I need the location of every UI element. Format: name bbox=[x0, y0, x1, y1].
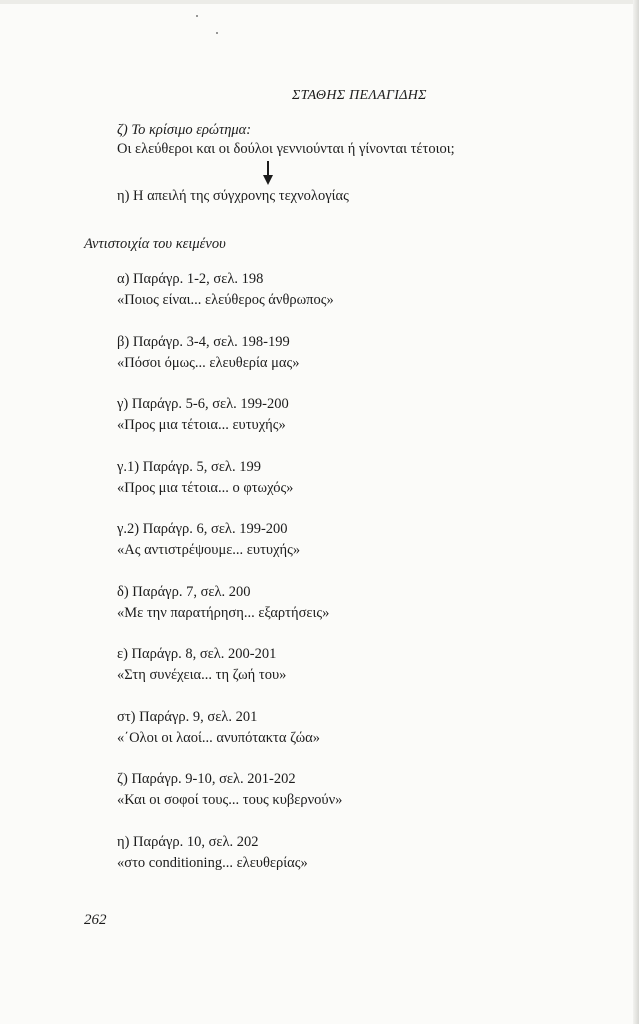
entry-quote: «Με την παρατήρηση... εξαρτήσεις» bbox=[117, 605, 330, 621]
scan-speck bbox=[196, 15, 198, 17]
entry-quote: «Ποιος είναι... ελεύθερος άνθρωπος» bbox=[117, 292, 334, 308]
item-z-label: ζ) Το κρίσιμο ερώτημα: bbox=[117, 122, 252, 138]
entry-reference: γ.1) Παράγρ. 5, σελ. 199 bbox=[117, 459, 261, 475]
entry-quote: «στο conditioning... ελευθερίας» bbox=[117, 855, 308, 871]
entry-reference: ζ) Παράγρ. 9-10, σελ. 201-202 bbox=[117, 771, 296, 787]
down-arrow-icon bbox=[263, 161, 273, 186]
scan-speck bbox=[216, 32, 218, 34]
entry-quote: «Προς μια τέτοια... ο φτωχός» bbox=[117, 480, 294, 496]
entry-quote: «΄Ολοι οι λαοί... ανυπότακτα ζώα» bbox=[117, 730, 320, 746]
entry-reference: δ) Παράγρ. 7, σελ. 200 bbox=[117, 584, 251, 600]
scan-top-edge bbox=[0, 0, 639, 4]
entry-reference: β) Παράγρ. 3-4, σελ. 198-199 bbox=[117, 334, 290, 350]
scan-right-edge bbox=[633, 0, 639, 1024]
entry-reference: γ.2) Παράγρ. 6, σελ. 199-200 bbox=[117, 521, 288, 537]
section-title: Αντιστοιχία του κειμένου bbox=[84, 236, 226, 252]
page-number: 262 bbox=[84, 912, 107, 928]
running-head: ΣΤΑΘΗΣ ΠΕΛΑΓΙΔΗΣ bbox=[292, 88, 427, 103]
entry-quote: «Προς μια τέτοια... ευτυχής» bbox=[117, 417, 286, 433]
entry-reference: στ) Παράγρ. 9, σελ. 201 bbox=[117, 709, 258, 725]
item-z-question: Οι ελεύθεροι και οι δούλοι γεννιούνται ή γίνονται τέτοιοι; bbox=[117, 141, 455, 157]
item-h-text: η) Η απειλή της σύγχρονης τεχνολογίας bbox=[117, 188, 349, 204]
item-z-heading bbox=[117, 122, 251, 139]
entry-reference: η) Παράγρ. 10, σελ. 202 bbox=[117, 834, 259, 850]
entry-quote: «Και οι σοφοί τους... τους κυβερνούν» bbox=[117, 792, 343, 808]
entry-reference: γ) Παράγρ. 5-6, σελ. 199-200 bbox=[117, 396, 289, 412]
entry-reference: ε) Παράγρ. 8, σελ. 200-201 bbox=[117, 646, 277, 662]
entry-quote: «Στη συνέχεια... τη ζωή του» bbox=[117, 667, 287, 683]
entry-reference: α) Παράγρ. 1-2, σελ. 198 bbox=[117, 271, 264, 287]
entry-quote: «Πόσοι όμως... ελευθερία μας» bbox=[117, 355, 300, 371]
entry-quote: «Ας αντιστρέψουμε... ευτυχής» bbox=[117, 542, 301, 558]
